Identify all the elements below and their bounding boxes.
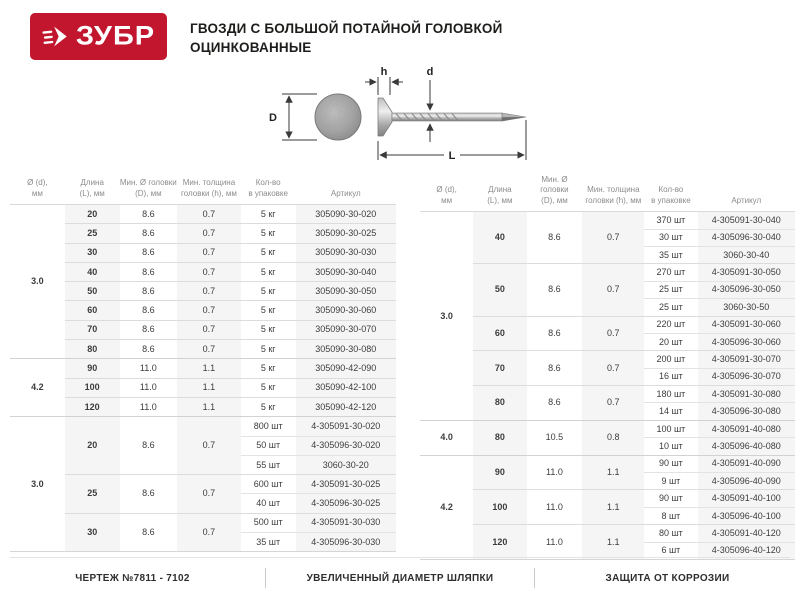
pack-quantity-cell: 6 шт <box>644 542 697 559</box>
length-cell: 60 <box>65 301 120 320</box>
pack-quantity-cell: 5 кг <box>241 340 296 359</box>
head-diameter-cell: 8.6 <box>120 262 178 281</box>
article-cell: 4-305096-40-080 <box>698 438 796 455</box>
pack-quantity-cell: 25 шт <box>644 299 697 316</box>
footer-item-enlarged-head: УВЕЛИЧЕННЫЙ ДИАМЕТР ШЛЯПКИ <box>306 572 494 584</box>
head-thickness-cell: 1.1 <box>582 490 644 525</box>
length-cell: 30 <box>65 513 120 551</box>
dimension-D <box>282 94 317 140</box>
article-cell: 4-305091-30-030 <box>296 513 396 532</box>
article-cell: 4-305096-30-050 <box>698 281 796 298</box>
nail-side-view <box>378 98 526 136</box>
article-cell: 4-305091-30-060 <box>698 316 796 333</box>
table-row <box>420 420 795 437</box>
head-diameter-cell: 11.0 <box>120 378 178 397</box>
column-header: Мин. толщина головки (h), мм <box>177 175 241 205</box>
length-cell: 25 <box>65 475 120 514</box>
pack-quantity-cell: 8 шт <box>644 507 697 524</box>
length-cell: 70 <box>65 320 120 339</box>
label-D: D <box>269 112 277 124</box>
length-cell: 50 <box>473 264 526 316</box>
zubr-logo <box>30 13 167 60</box>
pack-quantity-cell: 370 шт <box>656 214 686 225</box>
column-header: Артикул <box>698 175 796 212</box>
column-header: Артикул <box>296 175 396 205</box>
pack-quantity-cell: 90 шт <box>644 455 697 472</box>
length-cell: 40 <box>494 232 505 243</box>
length-cell: 40 <box>65 262 120 281</box>
length-cell: 90 <box>473 455 526 490</box>
column-header: Ø (d), мм <box>420 175 473 212</box>
head-thickness-cell: 0.7 <box>607 232 620 243</box>
article-cell: 305090-30-060 <box>296 301 396 320</box>
article-cell: 4-305091-30-040 <box>711 214 781 225</box>
length-cell: 50 <box>65 282 120 301</box>
table-row <box>10 205 396 224</box>
pack-quantity-cell: 25 шт <box>644 281 697 298</box>
length-cell: 120 <box>473 525 526 559</box>
pack-quantity-cell: 35 шт <box>241 533 296 552</box>
table-row <box>420 386 795 403</box>
article-cell: 305090-42-100 <box>296 378 396 397</box>
head-diameter-cell: 8.6 <box>120 417 178 475</box>
head-thickness-cell: 0.7 <box>177 417 241 475</box>
head-thickness-cell: 1.1 <box>582 525 644 559</box>
table-row <box>10 340 396 359</box>
pack-quantity-cell: 20 шт <box>644 333 697 350</box>
article-cell: 305090-30-030 <box>296 243 396 262</box>
pack-quantity-cell: 5 кг <box>241 359 296 378</box>
article-cell: 4-305091-40-090 <box>698 455 796 472</box>
length-cell: 25 <box>65 224 120 243</box>
head-diameter-cell: 11.0 <box>527 455 583 490</box>
head-diameter-cell: 10.5 <box>527 420 583 455</box>
article-cell: 4-305091-40-100 <box>698 490 796 507</box>
length-cell: 100 <box>473 490 526 525</box>
head-diameter-cell: 8.6 <box>120 243 178 262</box>
length-cell: 120 <box>65 397 120 416</box>
length-cell: 20 <box>65 417 120 475</box>
head-diameter-cell: 11.0 <box>527 490 583 525</box>
pack-quantity-cell: 220 шт <box>644 316 697 333</box>
head-diameter-cell: 8.6 <box>120 224 178 243</box>
label-L: L <box>448 150 456 162</box>
pack-quantity-cell: 14 шт <box>644 403 697 420</box>
head-thickness-cell: 0.7 <box>582 351 644 386</box>
head-diameter-cell: 8.6 <box>527 386 583 421</box>
head-thickness-cell: 0.7 <box>177 224 241 243</box>
nail-technical-drawing <box>250 65 550 175</box>
column-header: Мин. толщина головки (h), мм <box>582 175 644 212</box>
head-diameter-cell: 8.6 <box>548 232 561 243</box>
pack-quantity-cell: 5 кг <box>241 243 296 262</box>
head-thickness-cell: 0.7 <box>177 282 241 301</box>
diameter-cell: 3.0 <box>31 276 44 287</box>
length-cell: 70 <box>473 351 526 386</box>
table-row <box>420 455 795 472</box>
pack-quantity-cell: 270 шт <box>644 264 697 281</box>
article-cell: 4-305096-30-020 <box>296 436 396 455</box>
pack-quantity-cell: 5 кг <box>241 282 296 301</box>
column-header: Мин. Ø головки (D), мм <box>527 175 583 212</box>
head-diameter-cell: 8.6 <box>120 475 178 514</box>
footer-item-drawing-number: ЧЕРТЕЖ №7811 - 7102 <box>75 572 190 584</box>
column-header: Кол-во в упаковке <box>644 175 697 212</box>
head-diameter-cell: 11.0 <box>120 397 178 416</box>
head-thickness-cell: 0.7 <box>177 243 241 262</box>
head-thickness-cell: 1.1 <box>582 455 644 490</box>
head-diameter-cell: 11.0 <box>120 359 178 378</box>
pack-quantity-cell: 40 шт <box>241 494 296 513</box>
head-diameter-cell: 8.6 <box>527 316 583 351</box>
page-title <box>190 20 503 58</box>
head-diameter-cell: 8.6 <box>120 340 178 359</box>
article-cell: 4-305096-30-060 <box>698 333 796 350</box>
article-cell: 305090-30-050 <box>296 282 396 301</box>
table-row <box>10 224 396 243</box>
footer-divider-line <box>10 557 790 558</box>
table-row <box>10 320 396 339</box>
pack-quantity-cell: 5 кг <box>241 378 296 397</box>
table-row <box>10 417 396 436</box>
article-cell: 4-305096-30-070 <box>698 368 796 385</box>
article-cell: 4-305091-30-070 <box>698 351 796 368</box>
column-header: Кол-во в упаковке <box>241 175 296 205</box>
length-cell: 80 <box>473 386 526 421</box>
diameter-cell: 3.0 <box>440 310 453 321</box>
head-diameter-cell: 8.6 <box>527 264 583 316</box>
article-cell: 4-305096-40-100 <box>698 507 796 524</box>
length-cell: 60 <box>473 316 526 351</box>
head-diameter-cell: 8.6 <box>120 282 178 301</box>
pack-quantity-cell: 5 кг <box>241 262 296 281</box>
head-thickness-cell: 0.7 <box>177 475 241 514</box>
footer <box>0 565 800 591</box>
length-cell: 30 <box>65 243 120 262</box>
pack-quantity-cell: 180 шт <box>644 386 697 403</box>
diameter-cell: 4.2 <box>420 455 473 559</box>
pack-quantity-cell: 55 шт <box>241 455 296 474</box>
head-thickness-cell: 0.7 <box>177 262 241 281</box>
spec-table-right <box>420 175 795 559</box>
head-thickness-cell: 1.1 <box>177 378 241 397</box>
head-thickness-cell: 0.7 <box>177 340 241 359</box>
label-d: d <box>426 66 434 78</box>
logo-text: ЗУБР <box>75 21 156 51</box>
column-header: Ø (d), мм <box>10 175 65 205</box>
dimension-h <box>365 77 403 95</box>
article-cell: 305090-30-070 <box>296 320 396 339</box>
article-cell: 305090-30-020 <box>315 208 377 219</box>
article-cell: 4-305096-40-120 <box>698 542 796 559</box>
table-row <box>10 397 396 416</box>
table-row <box>420 212 795 229</box>
table-row <box>10 301 396 320</box>
pack-quantity-cell: 5 кг <box>241 224 296 243</box>
pack-quantity-cell: 5 кг <box>241 397 296 416</box>
spec-table-left <box>10 175 396 551</box>
article-cell: 4-305091-40-120 <box>698 525 796 542</box>
table-row <box>10 513 396 532</box>
table-row <box>10 359 396 378</box>
table-row <box>10 378 396 397</box>
pack-quantity-cell: 50 шт <box>241 436 296 455</box>
table-row <box>420 490 795 507</box>
article-cell: 4-305091-30-020 <box>296 417 396 436</box>
head-thickness-cell: 0.7 <box>177 301 241 320</box>
spec-table-left-container <box>10 175 396 552</box>
length-cell: 80 <box>65 340 120 359</box>
head-thickness-cell: 0.7 <box>202 208 216 219</box>
head-thickness-cell: 0.7 <box>177 513 241 551</box>
label-h: h <box>380 66 388 78</box>
article-cell: 3060-30-40 <box>698 246 796 263</box>
pack-quantity-cell: 600 шт <box>241 475 296 494</box>
table-row <box>420 316 795 333</box>
article-cell: 4-305096-30-025 <box>296 494 396 513</box>
article-cell: 305090-30-040 <box>296 262 396 281</box>
head-thickness-cell: 0.7 <box>582 386 644 421</box>
nail-head-top-view <box>315 94 361 140</box>
pack-quantity-cell: 9 шт <box>644 473 697 490</box>
column-header: Длина (L), мм <box>473 175 526 212</box>
article-cell: 305090-42-090 <box>296 359 396 378</box>
head-diameter-cell: 8.6 <box>120 513 178 551</box>
table-row <box>10 243 396 262</box>
table-row <box>420 351 795 368</box>
head-thickness-cell: 1.1 <box>177 397 241 416</box>
head-diameter-cell: 8.6 <box>120 301 178 320</box>
table-row <box>10 282 396 301</box>
spec-table-right-container <box>420 175 795 560</box>
diameter-cell: 3.0 <box>10 417 65 552</box>
table-row <box>10 262 396 281</box>
pack-quantity-cell: 200 шт <box>644 351 697 368</box>
pack-quantity-cell: 5 кг <box>241 301 296 320</box>
column-header: Длина (L), мм <box>65 175 120 205</box>
article-cell: 3060-30-50 <box>698 299 796 316</box>
length-cell: 20 <box>87 208 98 219</box>
pack-quantity-cell: 500 шт <box>241 513 296 532</box>
article-cell: 4-305096-30-030 <box>296 533 396 552</box>
pack-quantity-cell: 90 шт <box>644 490 697 507</box>
diameter-cell: 4.2 <box>10 359 65 417</box>
article-cell: 4-305091-40-080 <box>698 420 796 437</box>
pack-quantity-cell: 10 шт <box>644 438 697 455</box>
pack-quantity-cell: 100 шт <box>644 420 697 437</box>
pack-quantity-cell: 80 шт <box>644 525 697 542</box>
article-cell: 4-305091-30-080 <box>698 386 796 403</box>
pack-quantity-cell: 30 шт <box>644 229 697 246</box>
article-cell: 4-305091-30-050 <box>698 264 796 281</box>
pack-quantity-cell: 5 кг <box>241 320 296 339</box>
article-cell: 4-305096-30-040 <box>698 229 796 246</box>
column-header: Мин. Ø головки (D), мм <box>120 175 178 205</box>
head-thickness-cell: 0.7 <box>582 264 644 316</box>
article-cell: 4-305091-30-025 <box>296 475 396 494</box>
length-cell: 80 <box>473 420 526 455</box>
article-cell: 4-305096-40-090 <box>698 473 796 490</box>
footer-item-corrosion-protection: ЗАЩИТА ОТ КОРРОЗИИ <box>605 572 730 584</box>
article-cell: 305090-30-025 <box>296 224 396 243</box>
pack-quantity-cell: 5 кг <box>260 208 276 219</box>
length-cell: 90 <box>65 359 120 378</box>
diameter-cell: 4.0 <box>420 420 473 455</box>
zubr-logo-icon <box>42 23 69 50</box>
article-cell: 3060-30-20 <box>296 455 396 474</box>
head-thickness-cell: 0.7 <box>582 316 644 351</box>
pack-quantity-cell: 800 шт <box>241 417 296 436</box>
pack-quantity-cell: 16 шт <box>644 368 697 385</box>
article-cell: 305090-42-120 <box>296 397 396 416</box>
head-diameter-cell: 8.6 <box>142 208 155 219</box>
head-diameter-cell: 8.6 <box>527 351 583 386</box>
page-title-line1: ГВОЗДИ С БОЛЬШОЙ ПОТАЙНОЙ ГОЛОВКОЙ <box>190 21 503 36</box>
head-diameter-cell: 8.6 <box>120 320 178 339</box>
head-thickness-cell: 0.8 <box>582 420 644 455</box>
head-diameter-cell: 11.0 <box>527 525 583 559</box>
page-title-line2: ОЦИНКОВАННЫЕ <box>190 39 312 55</box>
table-row <box>420 264 795 281</box>
head-thickness-cell: 1.1 <box>177 359 241 378</box>
table-row <box>420 525 795 542</box>
length-cell: 100 <box>65 378 120 397</box>
pack-quantity-cell: 35 шт <box>644 246 697 263</box>
article-cell: 305090-30-080 <box>296 340 396 359</box>
table-row <box>10 475 396 494</box>
head-thickness-cell: 0.7 <box>177 320 241 339</box>
article-cell: 4-305096-30-080 <box>698 403 796 420</box>
